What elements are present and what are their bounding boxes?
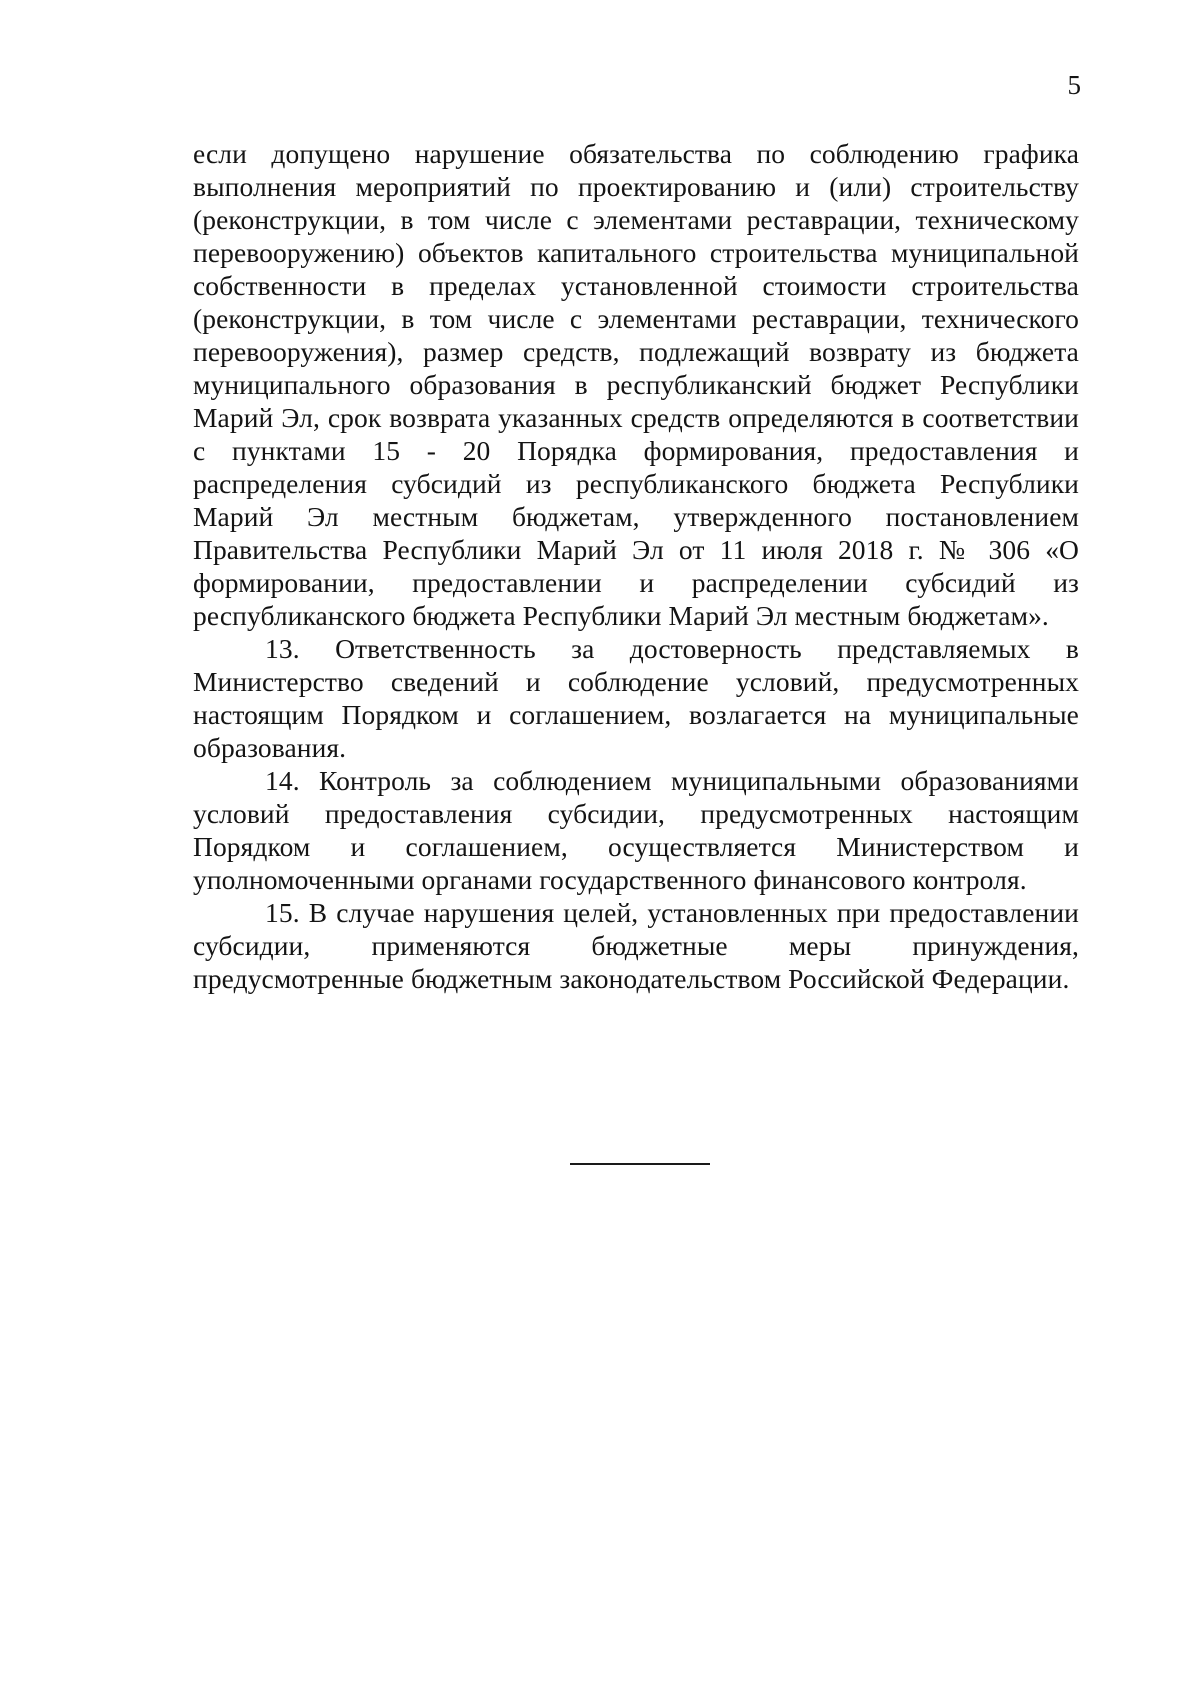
page-number: 5 [1067,70,1081,100]
paragraph-13: 13. Ответственность за достоверность представляемых в Министерство сведений и соблюдение условий, предусмотренных настоящим Порядком и соглашением, возлагается на муниципальные образования. [193,633,1079,763]
paragraph-12-continuation: если допущено нарушение обязательства по соблюдению графика выполнения мероприятий по проектированию и (или) строительству (реконструкции, в том числе с элементами реставрации, техническому перевооружению) объектов капитального строительства муниципальной собственности в пределах установленной стоимости строительства (реконструкции, в том числе с элементами реставрации, технического перевооружения), размер средств, подлежащий возврату из бюджета муниципального образования в республиканский бюджет Республики Марий Эл, срок возврата указанных средств определяются в соответствии с пунктами 15 - 20 Порядка формирования, предоставления и распределения субсидий из республиканского бюджета Республики Марий Эл местным бюджетам, утвержденного постановлением Правительства Республики Марий Эл от 11 июля 2018 г. № 306 «О формировании, предоставлении и распределении субсидий из республиканского бюджета Республики Марий Эл местным бюджетам». [193,138,1079,631]
paragraph-14: 14. Контроль за соблюдением муниципальными образованиями условий предоставления субсидии, предусмотренных настоящим Порядком и соглашением, осуществляется Министерством и уполномоченными органами государственного финансового контроля. [193,765,1079,895]
end-of-document-rule [570,1163,710,1165]
paragraph-15: 15. В случае нарушения целей, установленных при предоставлении субсидии, применяются бюджетные меры принуждения, предусмотренные бюджетным законодательством Российской Федерации. [193,897,1079,994]
document-body [193,137,1079,995]
